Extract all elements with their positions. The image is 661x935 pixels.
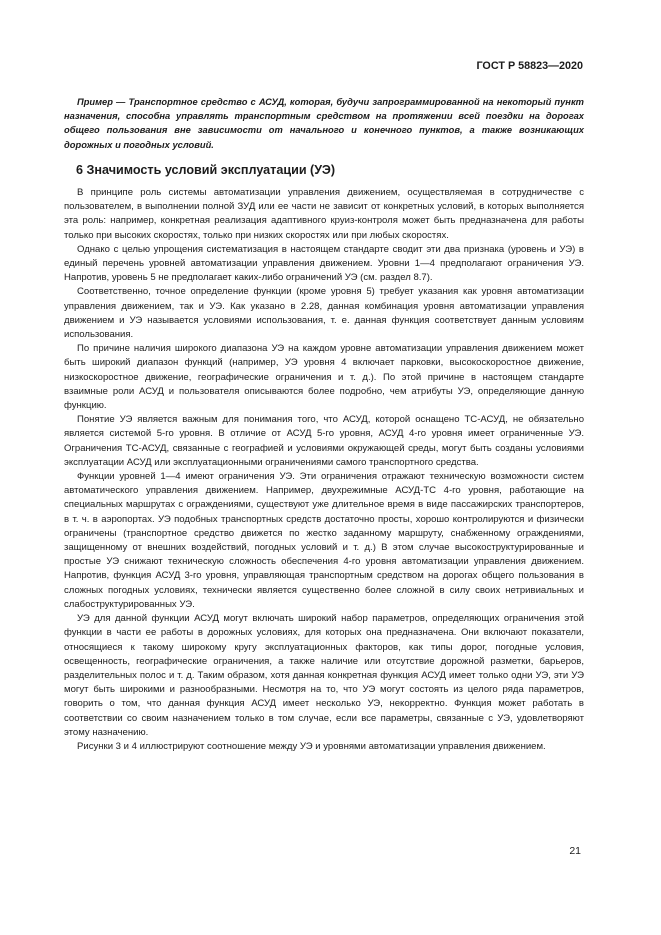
paragraph: Функции уровней 1—4 имеют ограничения УЭ. Эти ограничения отражают техническую возможности систем автоматического управления движением. Например, двухрежимные АСУД-ТС 4-го уровня, работающие на специальных маршрутах с ограждениями, существуют уже длительное время в виде пассажирских транспортеров, в т. ч. в аэропортах. УЭ подобных транспортных средств достаточно просты, хорошо контролируются и физически ограничены (транспортное средство движется по жестко заданному маршруту, снабженному ограждениями, защищенному от внешних воздействий, погодных условий и т. д.) В этом случае высокоструктурированные и простые УЭ снижают техническую сложность обеспечения 4-го уровня автоматизации управления движением. Напротив, функция АСУД 3-го уровня, управляющая транспортным средством на дорогах общего пользования в сложных погодных условиях, технически является существенно более сложной в силу своих нетривиальных и слабоструктурированных УЭ. [64, 471, 584, 610]
paragraph: По причине наличия широкого диапазона УЭ на каждом уровне автоматизации управления движением может быть широкий диапазон функций (например, УЭ уровня 4 включает парковки, высокоскоростное движение, низкоскоростное движение, географические ограничения и т. д.). По этой причине в настоящем стандарте взаимные роли АСУД и пользователя описываются более подробно, чем атрибуты УЭ, определяющие данную функцию. [64, 343, 584, 412]
paragraph: Рисунки 3 и 4 иллюстрируют соотношение между УЭ и уровнями автоматизации управления движением. [77, 740, 546, 752]
section-heading: 6 Значимость условий эксплуатации (УЭ) [76, 163, 336, 177]
paragraph: Однако с целью упрощения систематизация в настоящем стандарте сводит эти два признака (уровень и УЭ) в единый перечень уровней автоматизации управления движением. Уровни 1—4 предполагают ограничения УЭ. Напротив, уровень 5 не предполагает каких-либо ограничений УЭ (см. раздел 8.7). [64, 243, 584, 284]
paragraph: В принципе роль системы автоматизации управления движением, осуществляемая в сотрудничестве с пользователем, в выполнении полной ЗУД или ее части не зависит от конкретных условий, в которых выполняется эта роль: например, конкретная реализация адаптивного круиз-контроля может быть предназначена для работы только при высоких скоростях, только при низких скоростях или при любых скоростях. [64, 187, 584, 241]
page-number: 21 [569, 845, 581, 857]
example-note: Пример — Транспортное средство с АСУД, которая, будучи запрограммированной на некоторый пункт назначения, способна управлять транспортным средством на протяжении всей поездки на дорогах общего пользования вне зависимости от начального и конечного пунктов, а также возникающих дорожных и погодных условий. [64, 97, 584, 150]
paragraph: УЭ для данной функции АСУД могут включать широкий набор параметров, определяющих ограничения этой функции в части ее работы в дорожных условиях, для которых она предназначена. Они включают показатели, относящиеся к такому широкому кругу эксплуатационных факторов, как типы дорог, погодные условия, освещенность, географические ограничения, а также наличие или отсутствие дорожной разметки, барьеров, разделительных полос и т. д. Таким образом, хотя данная конкретная функция АСУД имеет только одни УЭ, эти УЭ могут быть широкими и разнообразными. Несмотря на то, что УЭ могут состоять из целого ряда параметров, говорить о том, что данная функция АСУД имеет несколько УЭ, некорректно. Функция может работать в соответствии со своим назначением только в том случае, если все параметры, связанные с УЭ, удовлетворяют этому назначению. [64, 613, 584, 738]
paragraph: Соответственно, точное определение функции (кроме уровня 5) требует указания как уровня автоматизации управления движением, так и УЭ. Как указано в 2.28, данная комбинация уровня автоматизации управления движением и УЭ называется условиями использования, т. е. данная функция соответствует данным условиям использования. [64, 286, 584, 341]
section-body [64, 186, 584, 754]
paragraph: Понятие УЭ является важным для понимания того, что АСУД, которой оснащено ТС-АСУД, не обязательно является системой 5-го уровня. В отличие от АСУД 5-го уровня, АСУД 4-го уровня имеет ограниченные УЭ. Ограничения ТС-АСУД, связанные с географией и условиями окружающей среды, могут быть созданы условиями эксплуатации АСУД или эксплуатационными ограничениями самого транспортного средства. [64, 414, 584, 468]
standard-id: ГОСТ Р 58823—2020 [476, 60, 583, 72]
